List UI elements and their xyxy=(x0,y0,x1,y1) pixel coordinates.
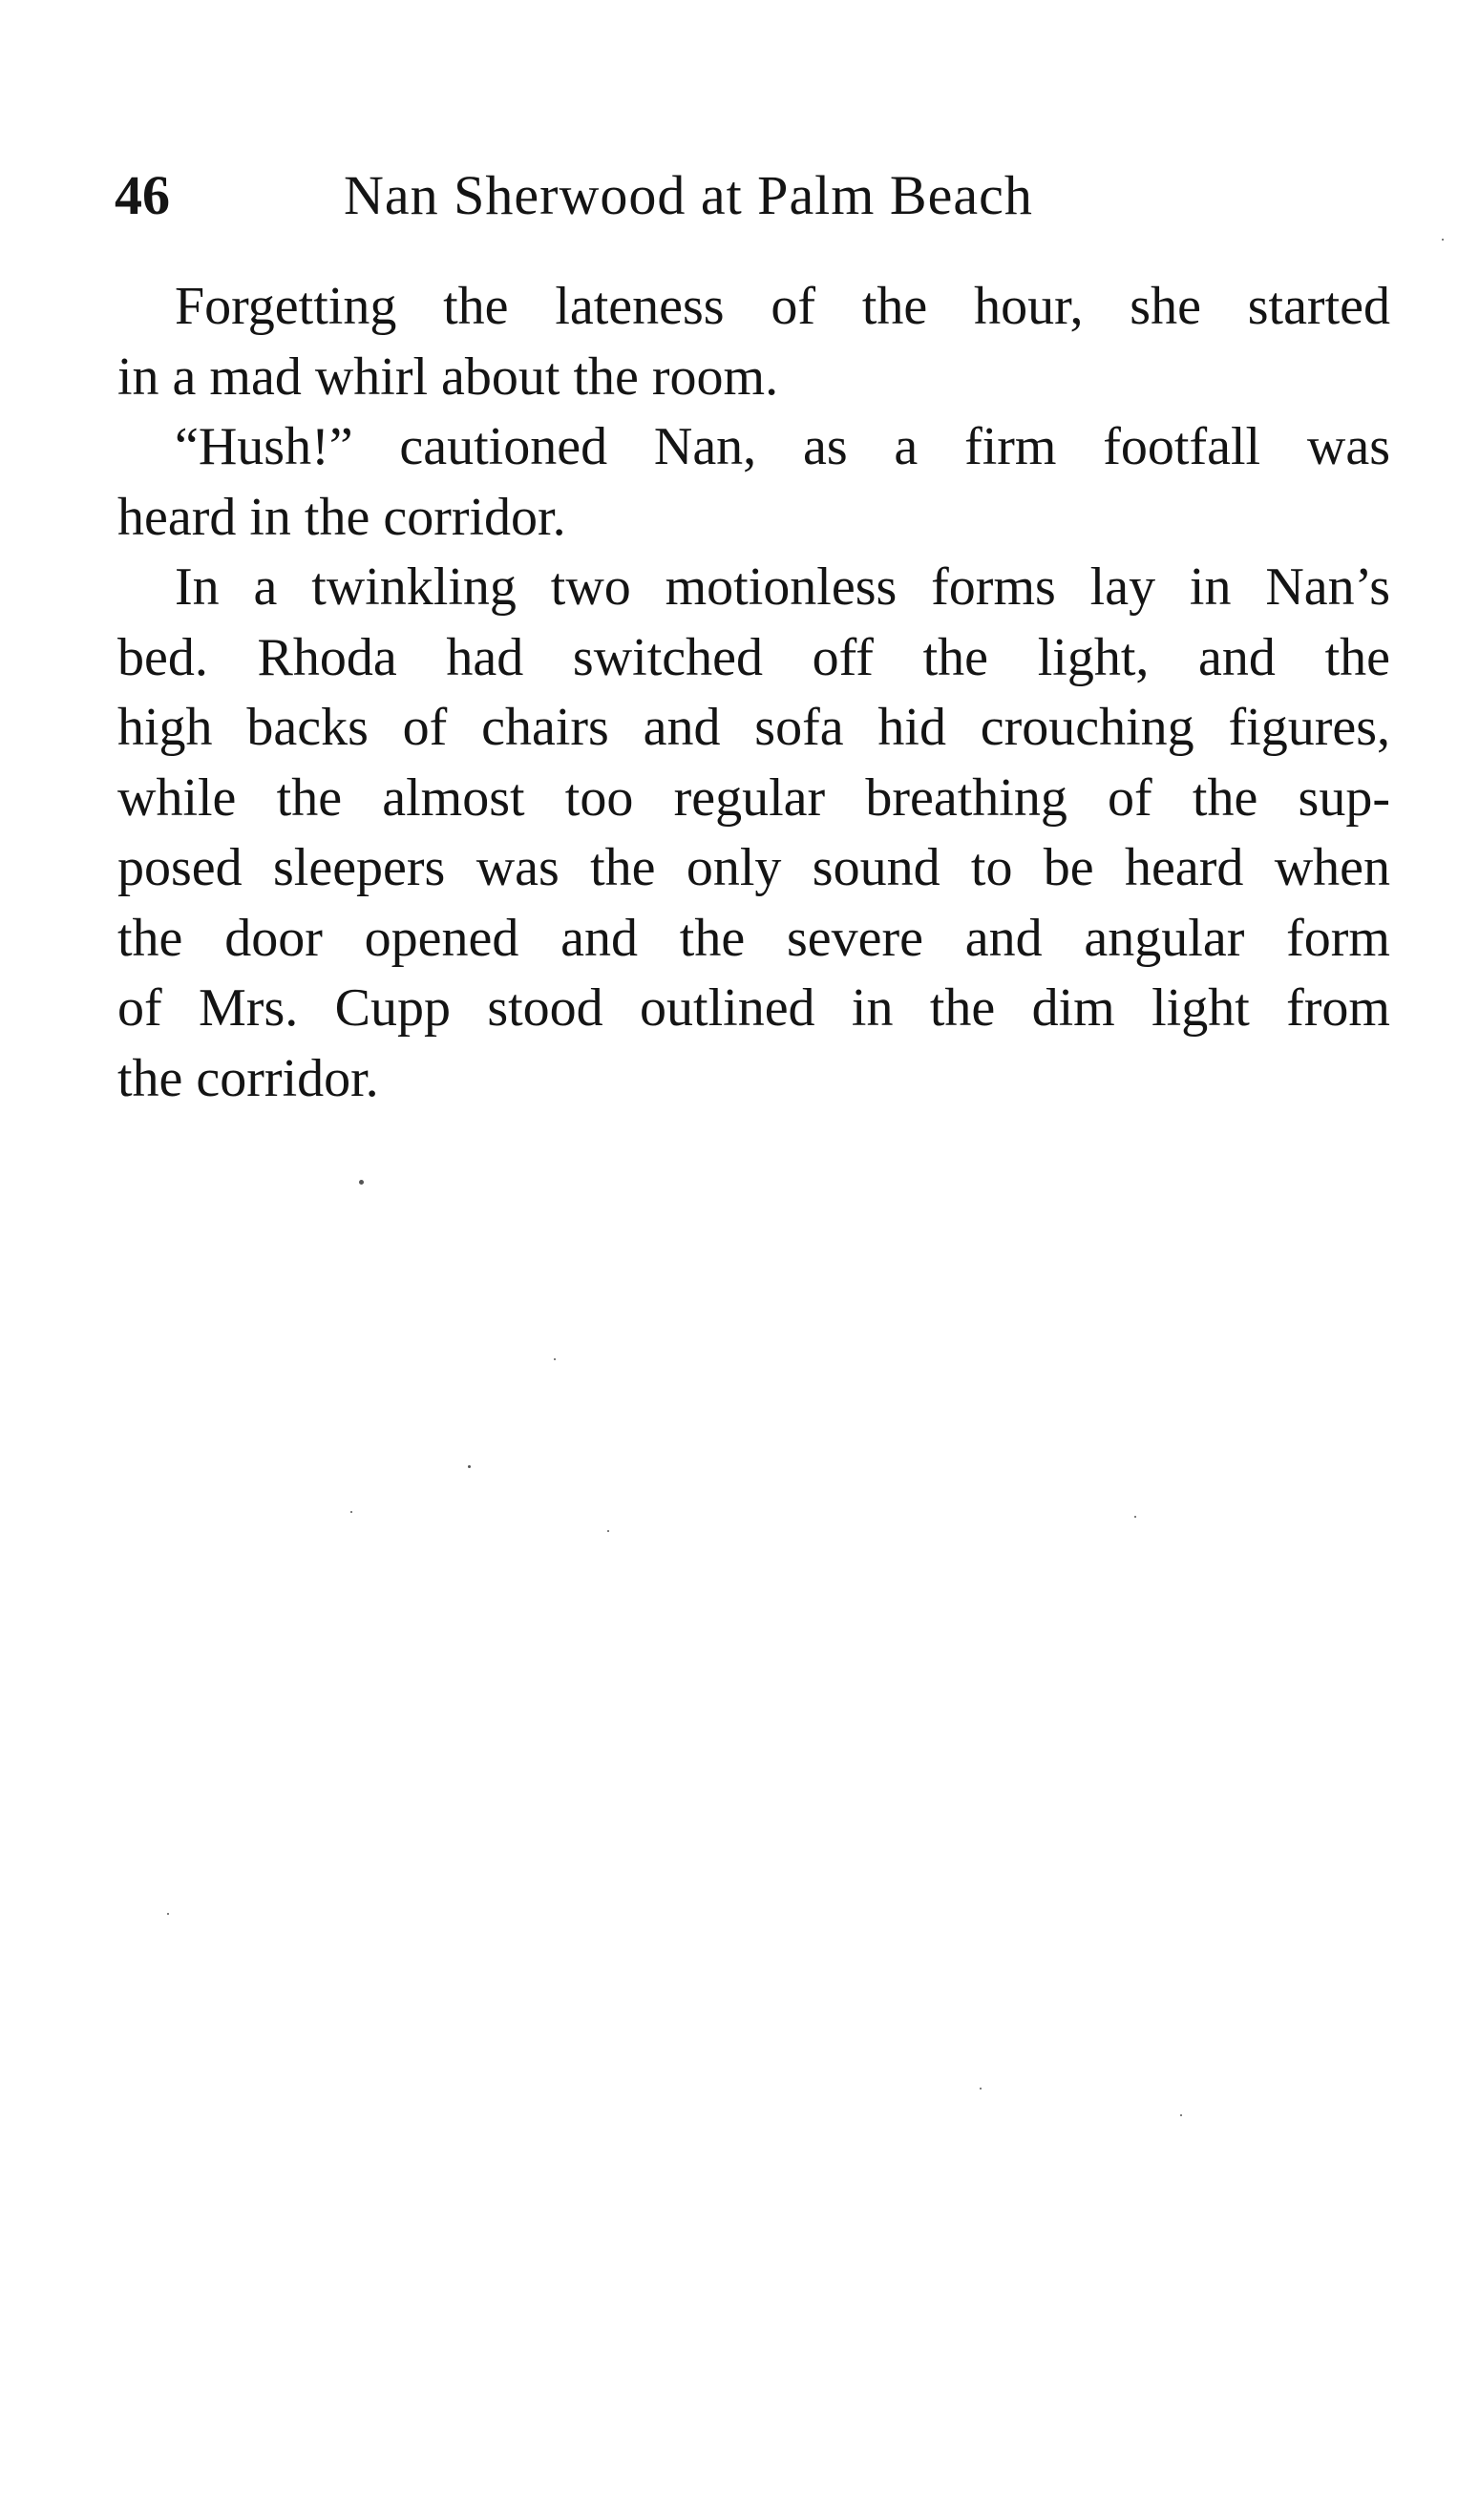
text-line: the door opened and the severe and angular form xyxy=(117,908,1390,968)
text-line: high backs of chairs and sofa hid crouching figures, xyxy=(117,698,1390,757)
text-line: while the almost too regular breathing of the sup- xyxy=(117,767,1390,828)
page-number: 46 xyxy=(115,164,170,226)
text-line: in a mad whirl about the room. xyxy=(117,346,779,407)
running-head xyxy=(115,158,1384,234)
text-line: bed. Rhoda had switched off the light, and the xyxy=(117,627,1390,687)
body-text xyxy=(117,272,1390,1114)
text-line: the corridor. xyxy=(117,1048,379,1108)
text-line: heard in the corridor. xyxy=(117,487,566,547)
scan-speck xyxy=(607,1530,609,1532)
scan-speck xyxy=(980,2088,982,2090)
scan-speck xyxy=(350,1511,352,1513)
scan-speck xyxy=(1180,2114,1182,2116)
text-line: Forgetting the lateness of the hour, she started xyxy=(175,277,1390,336)
scan-speck xyxy=(1134,1516,1136,1518)
scan-speck xyxy=(554,1358,556,1360)
scan-speck xyxy=(468,1465,471,1468)
paragraph-2 xyxy=(117,412,1390,553)
scan-speck xyxy=(1442,239,1444,241)
running-title: Nan Sherwood at Palm Beach xyxy=(344,164,1033,226)
text-line: In a twinkling two motionless forms lay in Nan’s xyxy=(175,557,1390,617)
scan-speck xyxy=(359,1180,364,1185)
text-line: of Mrs. Cupp stood outlined in the dim light from xyxy=(117,978,1390,1038)
paragraph-1 xyxy=(117,272,1390,412)
scan-speck xyxy=(167,1913,169,1915)
text-line: posed sleepers was the only sound to be heard when xyxy=(117,838,1390,897)
text-line: “Hush!” cautioned Nan, as a firm footfall was xyxy=(175,417,1390,476)
paragraph-3 xyxy=(117,553,1390,1114)
